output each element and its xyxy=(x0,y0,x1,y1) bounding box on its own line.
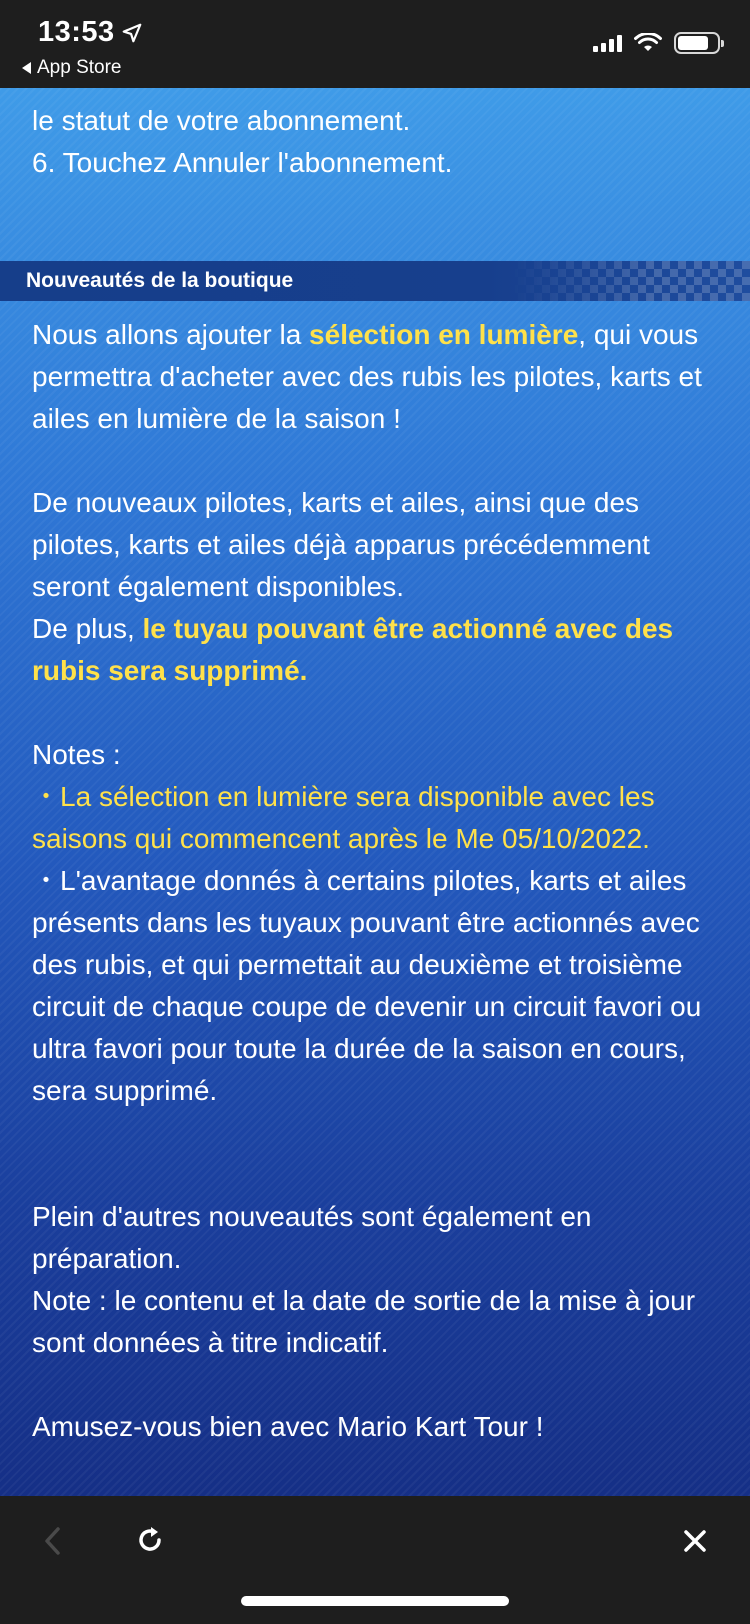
note-item-1: ・La sélection en lumière sera disponible avec les saisons qui commencent après le Me 05/10/2022. xyxy=(32,781,655,854)
news-content[interactable] xyxy=(0,88,750,1496)
back-to-app-link[interactable] xyxy=(22,57,122,79)
paragraph-pipe-removed: De plus, le tuyau pouvant être actionné avec des rubis sera supprimé. xyxy=(32,613,674,686)
battery-icon xyxy=(674,32,720,54)
reload-icon[interactable] xyxy=(134,1524,166,1556)
cellular-signal-icon xyxy=(593,34,622,52)
checkered-flag-pattern xyxy=(510,261,750,301)
top-line-2: 6. Touchez Annuler l'abonnement. xyxy=(32,147,453,178)
highlight-text: le tuyau pouvant être actionné avec des rubis sera supprimé. xyxy=(32,613,674,686)
note-item-2: ・L'avantage donnés à certains pilotes, karts et ailes présents dans les tuyaux pouvant être actionnés avec des rubis, et qui permettait au deuxième et troisième circuit de chaque coupe de devenir un circuit favori ou ultra favori pour toute la durée de la saison en cours, sera supprimé. xyxy=(32,865,702,1106)
paragraph-more: Plein d'autres nouveautés sont également en préparation. xyxy=(32,1201,592,1274)
system-icons xyxy=(593,32,720,54)
paragraph-disclaimer: Note : le contenu et la date de sortie de la mise à jour sont données à titre indicatif. xyxy=(32,1285,696,1358)
close-icon[interactable] xyxy=(682,1528,708,1554)
clock-text: 13:53 xyxy=(38,16,115,48)
paragraph-intro: Nous allons ajouter la sélection en lumière, qui vous permettra d'acheter avec des rubis les pilotes, karts et ailes en lumière de la saison ! xyxy=(32,319,702,434)
paragraph-closing: Amusez-vous bien avec Mario Kart Tour ! xyxy=(32,1411,544,1442)
wifi-icon xyxy=(634,33,662,53)
location-arrow-icon xyxy=(121,22,143,44)
battery-fill xyxy=(678,36,708,50)
paragraph-new-items: De nouveaux pilotes, karts et ailes, ainsi que des pilotes, karts et ailes déjà apparus précédemment seront également disponibles. xyxy=(32,487,650,602)
top-line-1: le statut de votre abonnement. xyxy=(32,105,411,136)
back-triangle-icon xyxy=(22,62,31,74)
back-app-label: App Store xyxy=(37,57,122,78)
section-header xyxy=(0,261,750,301)
chevron-left-icon[interactable] xyxy=(42,1526,64,1556)
clock xyxy=(38,16,143,49)
notes-label: Notes : xyxy=(32,739,121,770)
status-bar xyxy=(0,0,750,88)
article-body xyxy=(32,314,728,1448)
top-text xyxy=(32,88,722,184)
highlight-text: sélection en lumière xyxy=(309,319,579,350)
home-indicator[interactable] xyxy=(241,1596,509,1606)
section-title: Nouveautés de la boutique xyxy=(26,269,294,292)
